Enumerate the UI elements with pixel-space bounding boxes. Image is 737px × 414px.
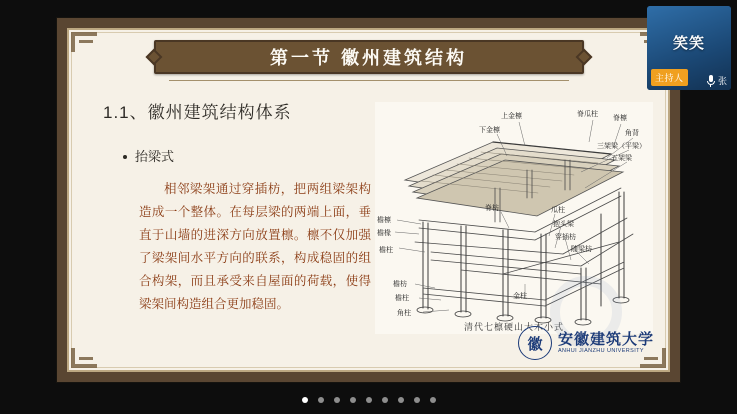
- slide-title-banner: [154, 40, 584, 74]
- host-badge: 主持人: [651, 69, 688, 86]
- mic-status[interactable]: [707, 74, 727, 87]
- pager-dot[interactable]: [350, 397, 356, 403]
- figure-label-mid3: 抱头梁: [553, 220, 574, 228]
- figure-label-top-left2: 下金檩: [479, 126, 500, 134]
- participant-name: 笑笑: [672, 35, 705, 52]
- figure-caption: 清代七檩硬山大木小式: [463, 322, 564, 332]
- figure-svg: [375, 102, 653, 334]
- pager-dot[interactable]: [414, 397, 420, 403]
- bullet-label: 抬梁式: [135, 149, 175, 164]
- slide-canvas[interactable]: [57, 18, 680, 382]
- figure-label-low2: 檐柱: [395, 294, 409, 302]
- section-heading: 1.1、徽州建筑结构体系: [103, 103, 292, 122]
- body-paragraph: 相邻梁架通过穿插枋，把两组梁架构造成一个整体。在每层梁的两端上面，垂直于山墙的进深方向放置檩。檩不仅加强了梁架间水平方向的联系，构成稳固的组合构架，而且承受来自屋面的荷载，使得梁架间构造组合更加稳固。: [139, 182, 371, 311]
- figure-label-mid4: 穿插枋: [555, 233, 576, 241]
- slide-title: 第一节 徽州建筑结构: [269, 48, 467, 68]
- microphone-icon: [707, 75, 715, 87]
- bullet-item: [123, 146, 174, 165]
- figure-timber-frame-drawing: [375, 102, 653, 334]
- figure-label-left1: 檐檩: [377, 216, 391, 224]
- figure-label-mid5: 随梁枋: [571, 245, 592, 253]
- participant-video-tile[interactable]: [647, 6, 731, 90]
- pager-dot[interactable]: [302, 397, 308, 403]
- title-underline: [169, 80, 569, 81]
- pager-dot[interactable]: [382, 397, 388, 403]
- corner-ornament-bottom-left-icon: [71, 348, 97, 368]
- pager-dot[interactable]: [430, 397, 436, 403]
- figure-label-right2: 三架梁（平梁）: [597, 142, 646, 150]
- figure-label-low1: 檐枋: [393, 280, 407, 288]
- university-name-en: ANHUI JIANZHU UNIVERSITY: [557, 347, 644, 354]
- figure-label-right1: 角背: [625, 129, 639, 137]
- university-logo-mark-icon: 徽: [518, 326, 552, 360]
- figure-label-top-right: 脊瓜柱: [577, 110, 598, 118]
- bullet-dot-icon: [123, 155, 127, 159]
- figure-label-mid1: 脊枋: [485, 204, 499, 212]
- mic-label: 张: [717, 76, 727, 86]
- pager-dot[interactable]: [366, 397, 372, 403]
- figure-label-left2: 檐椽: [377, 229, 391, 237]
- figure-label-left3: 檐柱: [379, 246, 393, 254]
- pager-dot[interactable]: [318, 397, 324, 403]
- university-logo: [518, 326, 654, 360]
- pager-dot[interactable]: [334, 397, 340, 403]
- corner-ornament-top-left-icon: [71, 32, 97, 52]
- figure-label-low4: 金柱: [513, 292, 527, 300]
- university-name-cn: 安徽建筑大学: [557, 331, 654, 349]
- figure-label-top-right2: 脊檩: [613, 114, 627, 122]
- figure-label-top-left: 上金檩: [501, 112, 522, 120]
- figure-label-mid2: 瓜柱: [551, 206, 565, 214]
- slide-pager[interactable]: [0, 397, 737, 403]
- figure-label-low3: 角柱: [397, 309, 411, 317]
- figure-label-right3: 五架梁: [611, 154, 632, 162]
- pager-dot[interactable]: [398, 397, 404, 403]
